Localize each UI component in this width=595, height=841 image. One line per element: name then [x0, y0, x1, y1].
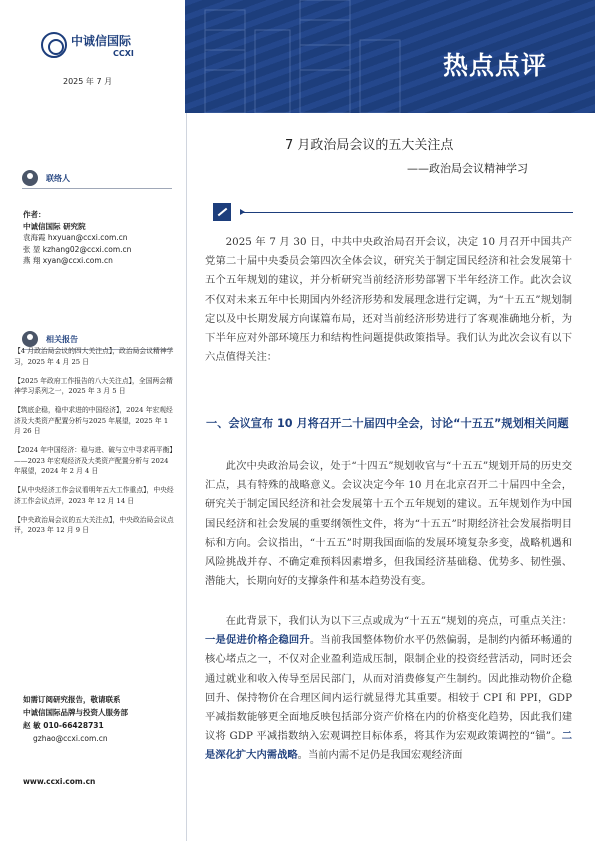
section-heading: 一、会议宣布 10 月将召开二十届四中全会，讨论“十五五”规划相关问题 — [206, 417, 569, 430]
paragraph-text: 。当前我国整体物价水平仍然偏弱，是制约内循环畅通的核心堵点之一，不仅对企业盈利造成压制，限制企业的投资经营活动，同时还会通过就业和收入传导至居民部门，从而对消费修复产生制约。因此推动物价企稳回升、保持物价在合理区间内运行就显得尤其重要。相较于 CPI 和 PPI，GDP 平减指数能够更全面地反映包括部分资产价格在内的价格变化趋势，因此我们建议将 GDP 平减指数纳入宏观调控目标体系，将其作为宏观政策调控的“锚”。 — [205, 634, 573, 743]
report-type-title: 热点点评 — [442, 51, 547, 80]
related-report-link[interactable]: 【4 月政治局会议的四大关注点】，政治局会议精神学习，2025 年 4 月 25 日 — [14, 347, 174, 366]
related-report-link[interactable]: 【中央政治局会议的五大关注点】，中央政治局会议点评，2023 年 12 月 9 日 — [14, 515, 174, 534]
person-icon — [22, 170, 38, 186]
contacts-title: 联络人 — [46, 174, 70, 183]
report-date: 2025 年 7 月 — [63, 77, 113, 86]
related-reports-list — [14, 346, 174, 544]
contact-block — [23, 209, 131, 267]
logo-text-cn: 中诚信国际 — [71, 34, 132, 48]
header-buildings-art — [185, 0, 415, 113]
related-report-link[interactable]: 【2025 年政府工作报告的八大关注点】，全国两会精神学习系列之一，2025 年 3 月 5 日 — [14, 376, 173, 395]
subscription-email[interactable]: gzhao@ccxi.com.cn — [33, 734, 108, 743]
authors-label: 作者： — [23, 210, 46, 219]
website-link[interactable]: www.ccxi.com.cn — [23, 777, 96, 786]
key-point: 一是促进价格企稳回升 — [205, 634, 310, 647]
report-icon — [22, 331, 38, 347]
pen-icon — [213, 203, 231, 221]
paragraph-text: 在此背景下，我们认为以下三点或成为“十五五”规划的亮点，可重点关注： — [225, 615, 572, 627]
related-report-link[interactable]: 【筑底企稳，稳中求进的中国经济】，2024 年宏观经济及大类资产配置分析与2025 年展望，2025 年 1 月 26 日 — [14, 406, 173, 435]
content-rule — [240, 212, 573, 213]
subscription-contact: 赵 敏 010-66428731 — [23, 721, 104, 730]
related-title: 相关报告 — [46, 335, 78, 344]
key-point: 二是深化扩大内需战略 — [205, 730, 572, 762]
section-paragraph: 此次中央政治局会议，处于“十四五”规划收官与“十五五”规划开局的历史交汇点，具有特殊的战略意义。会议决定今年 10 月在北京召开二十届四中全会，研究关于制定国民经济和社会发展第十五个五年规划的建议。五年规划作为中国国民经济和社会发展的重要纲领性文件，将为“十五五”时期经济社会发展指明目标和方向。会议指出，“十五五”时期我国面临的发展环境复杂多变，战略机遇和风险挑战并存、不确定难预料因素增多，但我国经济基础稳、优势多、韧性强、潜能大，长期向好的支撑条件和基本趋势没有变。 — [205, 460, 572, 588]
author-entry: 张 堃 kzhang02@ccxi.com.cn — [23, 244, 132, 254]
subscription-line: 如需订阅研究报告，敬请联系 — [23, 695, 121, 704]
contacts-section-header — [22, 170, 172, 188]
section-paragraph-highlights — [205, 612, 572, 766]
logo-icon — [41, 32, 67, 58]
related-report-link[interactable]: 【2024 年中国经济：稳与进、破与立中寻求再平衡】——2023 年宏观经济及大类资产配置分析与 2024 年展望，2024 年 2 月 4 日 — [14, 446, 173, 475]
page-title: 7 月政治局会议的五大关注点 — [285, 138, 454, 153]
company-logo — [41, 30, 151, 66]
author-entry: 燕 翔 xyan@ccxi.com.cn — [23, 256, 113, 265]
page-subtitle: ——政治局会议精神学习 — [407, 162, 528, 175]
subscription-dept: 中诚信国际品牌与投资人服务部 — [23, 708, 128, 717]
subscription-info — [23, 693, 128, 745]
author-entry: 袁海霞 hxyuan@ccxi.com.cn — [23, 233, 128, 242]
related-report-link[interactable]: 【从中央经济工作会议看明年五大工作重点】，中央经济工作会议点评，2023 年 12 月 14 日 — [14, 486, 174, 505]
institute-name: 中诚信国际 研究院 — [23, 221, 86, 231]
sidebar-divider — [186, 113, 187, 841]
logo-text-en: CCXI — [113, 49, 134, 58]
contacts-rule — [22, 188, 172, 189]
intro-paragraph: 2025 年 7 月 30 日，中共中央政治局召开会议，决定 10 月召开中国共产党第二十届中央委员会第四次全体会议，研究关于制定国民经济和社会发展第十五个五年规划的建议，并分析研究当前经济形势部署下半年经济工作。此次会议不仅对未来五年中长期国内外经济形势和发展理念进行定调，为“十五五”规划制定以及中长期发展方向谋篇布局，还对当前经济形势进行了客观准确地分析，为下半年应对外部环境压力和结构性问题提供政策指导。我们认为此次会议有以下六点值得关注： — [205, 236, 572, 364]
paragraph-text: 。当前内需不足仍是我国宏观经济面 — [297, 749, 463, 762]
